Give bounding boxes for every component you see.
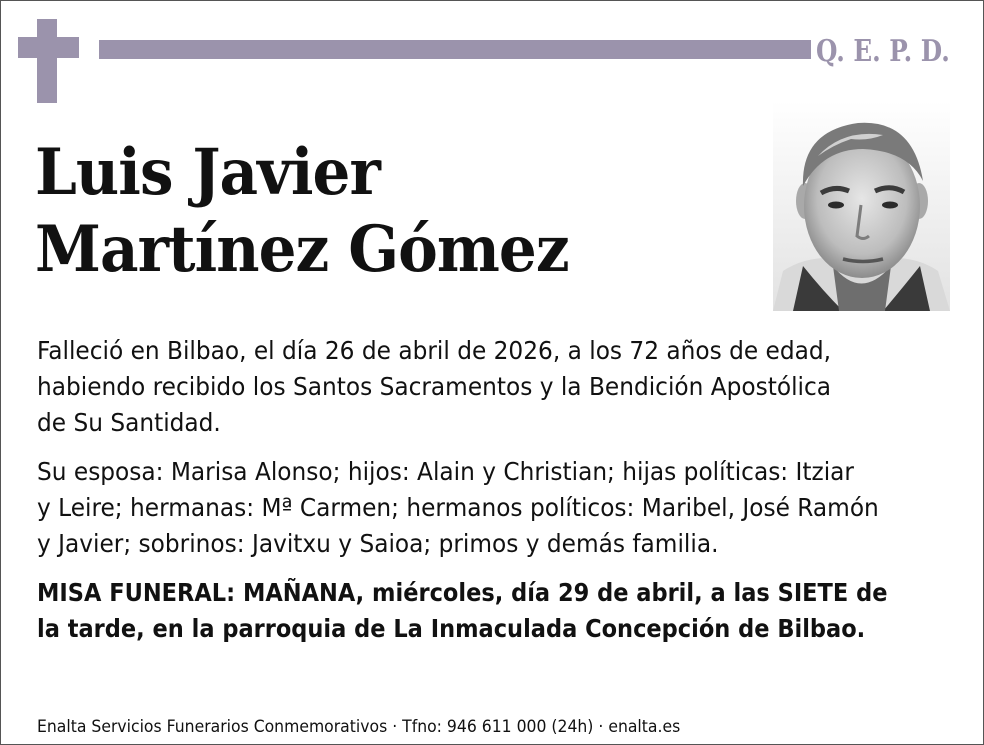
deceased-name — [35, 134, 755, 288]
paragraph2-line-1: Su esposa: Marisa Alonso; hijos: Alain y Christian; hijas políticas: Itziar — [37, 457, 854, 486]
name-line-1: Luis Javier — [35, 135, 380, 210]
paragraph2-line-2: y Leire; hermanas: Mª Carmen; hermanos políticos: Maribel, José Ramón — [37, 493, 879, 522]
funeral-line-1: MISA FUNERAL: MAÑANA, miércoles, día 29 de abril, a las SIETE de — [37, 578, 888, 607]
qepd-label: Q. E. P. D. — [816, 34, 950, 69]
paragraph1-line-2: habiendo recibido los Santos Sacramentos y la Bendición Apostólica — [37, 372, 832, 401]
portrait-image — [773, 101, 950, 311]
funeral-line-2: la tarde, en la parroquia de La Inmaculada Concepción de Bilbao. — [37, 614, 866, 643]
paragraph1-line-3: de Su Santidad. — [37, 408, 221, 437]
paragraph2-line-3: y Javier; sobrinos: Javitxu y Saioa; primos y demás familia. — [37, 529, 719, 558]
header-divider — [99, 40, 811, 59]
paragraph1-line-1: Falleció en Bilbao, el día 26 de abril de 2026, a los 72 años de edad, — [37, 336, 832, 365]
cross-icon-arm — [18, 37, 79, 58]
funeral-mass-paragraph — [37, 575, 957, 647]
portrait-photo — [773, 101, 950, 311]
death-notice-paragraph — [37, 333, 957, 441]
family-paragraph — [37, 454, 957, 562]
name-line-2: Martínez Gómez — [35, 212, 569, 287]
cross-icon — [37, 19, 57, 103]
footer-contact: Enalta Servicios Funerarios Conmemorativos · Tfno: 946 611 000 (24h) · enalta.es — [37, 717, 681, 737]
